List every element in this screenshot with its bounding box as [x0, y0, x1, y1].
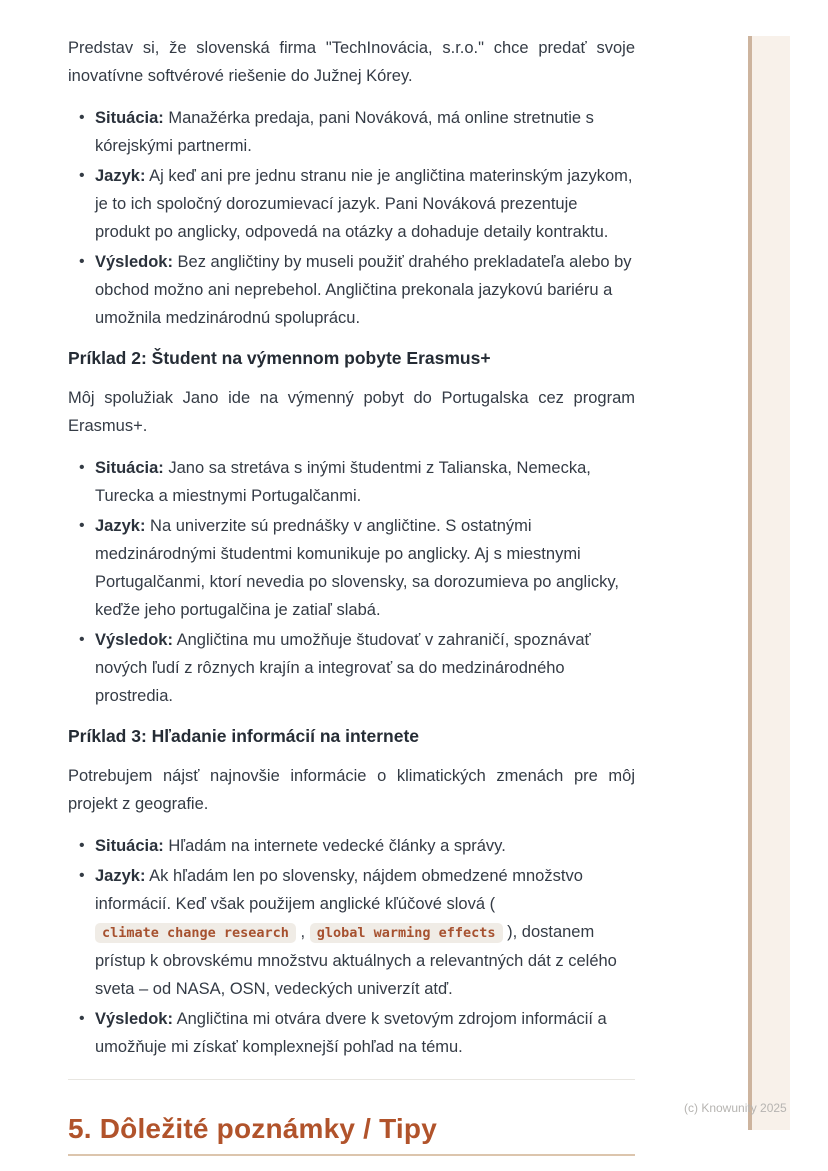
code-keyword-climate-change-research: climate change research	[95, 923, 296, 943]
item-text: Hľadám na internete vedecké články a správy.	[163, 837, 506, 855]
item-text: Angličtina mi otvára dvere k svetovým zdrojom informácií a umožňuje mi získať komplexnejší pohľad na tému.	[95, 1010, 607, 1056]
item-label: Jazyk:	[95, 167, 146, 185]
copyright-watermark: (c) Knowunity 2025	[684, 1101, 787, 1115]
item-label: Situácia:	[95, 109, 164, 127]
section5-title: 5. Dôležité poznámky / Tipy	[68, 1113, 437, 1144]
item-text: Ak hľadám len po slovensky, nájdem obmedzené množstvo informácií. Keď však použijem anglické kľúčové slová (	[95, 867, 583, 913]
example1-list	[68, 104, 635, 332]
item-text: Aj keď ani pre jednu stranu nie je angličtina materinským jazykom, je to ich spoločný dorozumievací jazyk. Pani Nováková prezentuje produkt po anglicky, odpovedá na otázky a dohaduje detaily kontraktu.	[95, 167, 633, 241]
section-divider	[68, 1079, 635, 1080]
list-item-situacia	[95, 832, 635, 860]
item-label: Jazyk:	[95, 517, 146, 535]
list-item-jazyk	[95, 162, 635, 246]
list-item-jazyk	[95, 862, 635, 1003]
example2-intro-paragraph: Môj spolužiak Jano ide na výmenný pobyt do Portugalska cez program Erasmus+.	[68, 389, 635, 435]
item-label: Situácia:	[95, 459, 164, 477]
list-item-situacia	[95, 454, 635, 510]
example2-list	[68, 454, 635, 710]
item-text: Jano sa stretáva s inými študentmi z Talianska, Nemecka, Turecka a miestnymi Portugalčanmi.	[95, 459, 591, 505]
item-text: Bez angličtiny by museli použiť drahého prekladateľa alebo by obchod možno ani neprebehol. Angličtina prekonala jazykovú bariéru a umožnila medzinárodnú spoluprácu.	[95, 253, 632, 327]
section-title-underline	[68, 1154, 635, 1156]
example1-intro-paragraph: Predstav si, že slovenská firma "TechInovácia, s.r.o." chce predať svoje inovatívne softvérové riešenie do Južnej Kórey.	[68, 39, 635, 85]
list-item-situacia	[95, 104, 635, 160]
item-text-separator: ,	[295, 923, 310, 941]
list-item-vysledok	[95, 248, 635, 332]
item-text: ), dostanem prístup k obrovskému množstvu aktuálnych a relevantných dát z celého sveta – od NASA, OSN, vedeckých univerzít atď.	[95, 923, 617, 998]
example3-heading: Príklad 3: Hľadanie informácií na internete	[68, 726, 420, 746]
item-label: Situácia:	[95, 837, 164, 855]
page-edge-ornament	[748, 36, 790, 1130]
item-label: Výsledok:	[95, 1010, 173, 1028]
list-item-vysledok	[95, 626, 635, 710]
item-text: Manažérka predaja, pani Nováková, má online stretnutie s kórejskými partnermi.	[95, 109, 594, 155]
document-content	[68, 0, 635, 1156]
example3-intro-paragraph: Potrebujem nájsť najnovšie informácie o klimatických zmenách pre môj projekt z geografie.	[68, 767, 635, 813]
item-label: Výsledok:	[95, 253, 173, 271]
item-label: Jazyk:	[95, 867, 146, 885]
code-keyword-global-warming-effects: global warming effects	[310, 923, 503, 943]
example3-list	[68, 832, 635, 1061]
item-text: Angličtina mu umožňuje študovať v zahraničí, spoznávať nových ľudí z rôznych krajín a integrovať sa do medzinárodného prostredia.	[95, 631, 591, 705]
list-item-jazyk	[95, 512, 635, 624]
item-label: Výsledok:	[95, 631, 173, 649]
example2-heading: Príklad 2: Študent na výmennom pobyte Erasmus+	[68, 348, 491, 368]
item-text: Na univerzite sú prednášky v angličtine. S ostatnými medzinárodnými študentmi komunikuje po anglicky. Aj s miestnymi Portugalčanmi, ktorí nevedia po slovensky, sa dorozumieva po anglicky, keďže jeho portugalčina je zatiaľ slabá.	[95, 517, 619, 619]
list-item-vysledok	[95, 1005, 635, 1061]
